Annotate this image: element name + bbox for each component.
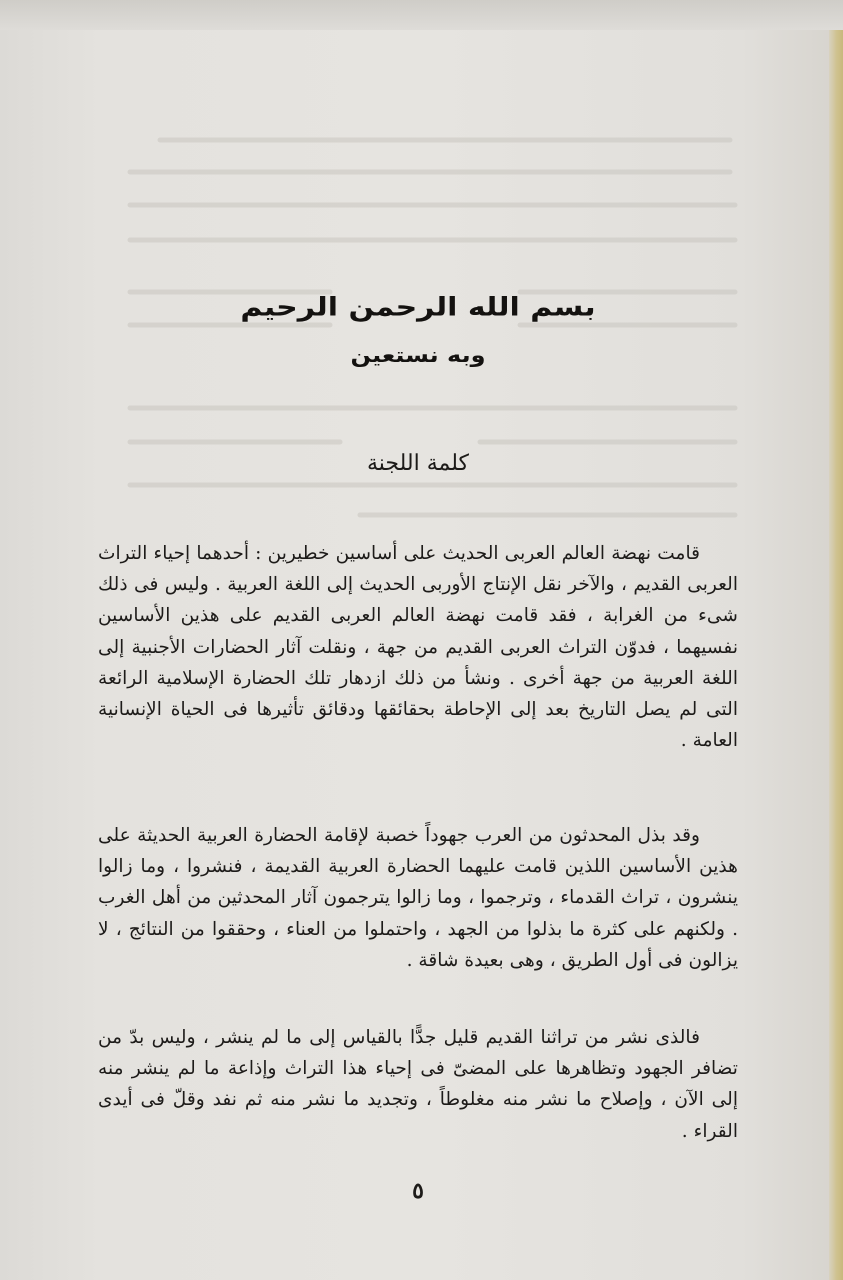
invocation-calligraphy: وبه نستعين (350, 343, 486, 367)
page-number: ٥ (412, 1178, 424, 1204)
basmala-calligraphy: بسم الله الرحمن الرحيم (240, 292, 596, 323)
paragraph-2: وقد بذل المحدثون من العرب جهوداً خصبة لإقامة الحضارة العربية الحديثة على هذين الأساسين اللذين قامت عليهما الحضارة العربية القديمة ، فنشروا ، وما زالوا ينشرون ، تراث القدماء ، وترجموا ، وما زالوا يترجمون آثار المحدثين من أهل الغرب . ولكنهم على كثرة ما بذلوا من الجهد ، واحتملوا من العناء ، وحققوا من النتائج ، لا يزالون فى أول الطريق ، وهى بعيدة شاقة . (98, 825, 738, 971)
page-right-edge (829, 30, 843, 1280)
paragraph-1: قامت نهضة العالم العربى الحديث على أساسين خطيرين : أحدهما إحياء التراث العربى القديم ، والآخر نقل الإنتاج الأوربى الحديث إلى اللغة العربية . وليس فى ذلك شىء من الغرابة ، فقد قامت نهضة العالم العربى القديم على هذين الأساسين نفسيهما ، فدوّن التراث العربى القديم من جهة ، ونقلت آثار الحضارات الأجنبية إلى اللغة العربية من جهة أخرى . ونشأ من ذلك ازدهار تلك الحضارة الإسلامية الرائعة التى لم يصل التاريخ بعد إلى الإحاطة بحقائقها ودقائق تأثيرها فى الحياة الإنسانية العامة . (98, 543, 738, 752)
section-heading: كلمة اللجنة (367, 451, 469, 476)
paragraph-3: فالذى نشر من تراثنا القديم قليل جدًّا بالقياس إلى ما لم ينشر ، وليس بدّ من تضافر الجهود وتظاهرها على المضىّ فى إحياء هذا التراث وإذاعة ما لم ينشر منه إلى الآن ، وإصلاح ما نشر منه مغلوطاً ، وتجديد ما نشر منه ثم نفد وقلّ فى أيدى القراء . (98, 1027, 738, 1142)
page-content (98, 0, 738, 1280)
